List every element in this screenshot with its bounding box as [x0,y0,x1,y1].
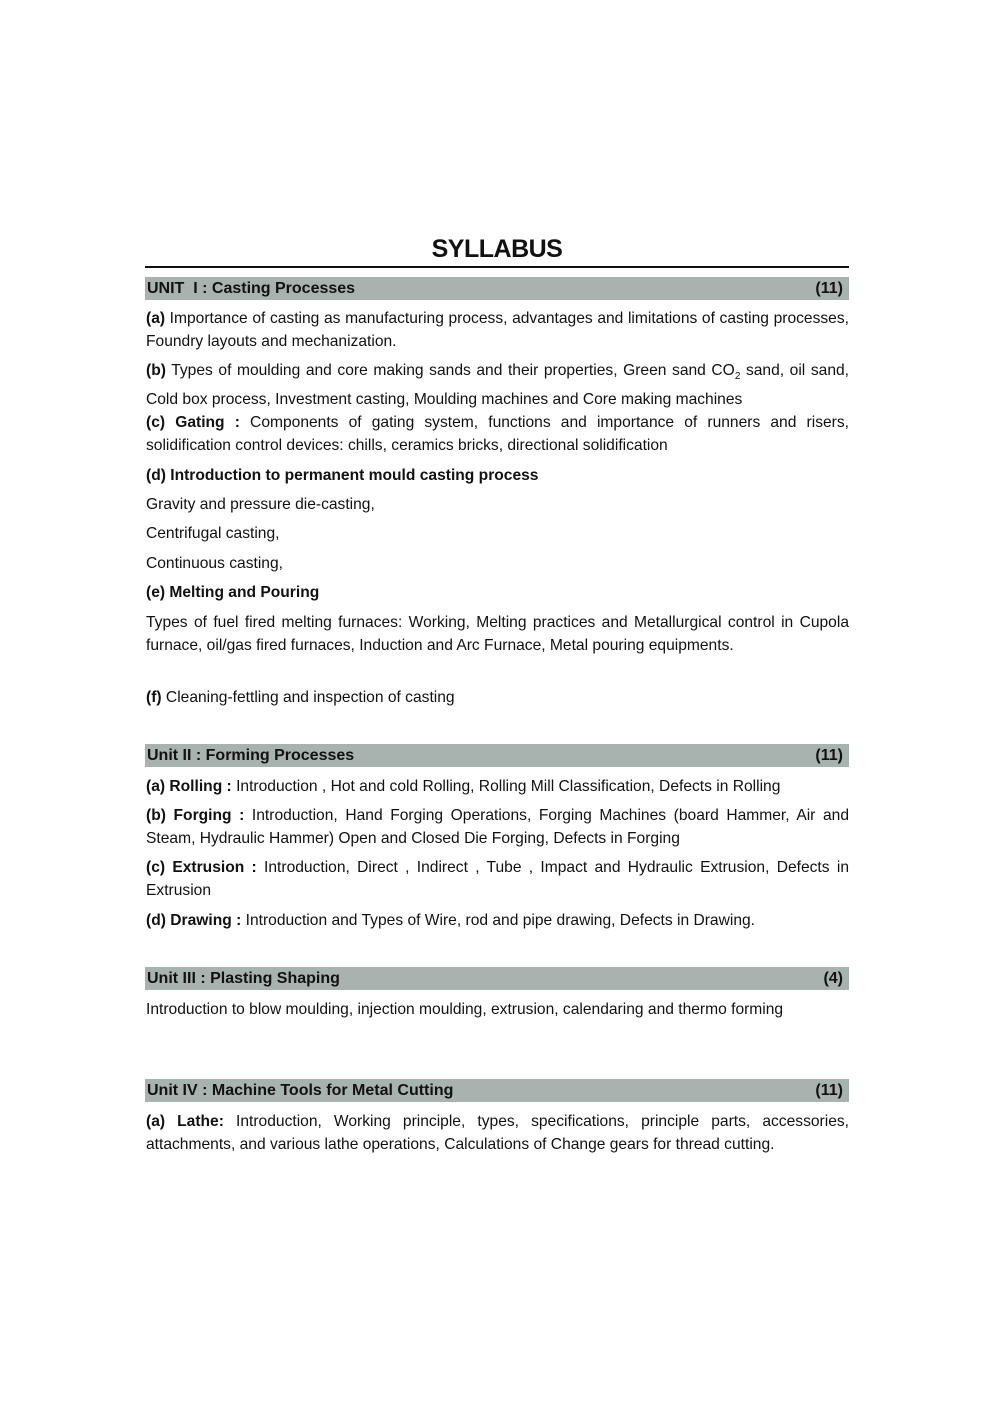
list-item [145,493,849,516]
item-text: Cleaning-fettling and inspection of casting [161,689,455,706]
list-item [145,581,849,604]
item-label: (d) [146,912,166,929]
unit-heading: UNIT I : Casting Processes [147,280,356,297]
item-text: Types of moulding and core making sands and their properties, Green sand CO [165,362,735,379]
item-title: Forging : [165,807,245,824]
list-item [145,1110,849,1156]
item-title: Melting and Pouring [165,584,320,601]
item-text: Importance of casting as manufacturing process, advantages and limitations of casting processes, Foundry layouts and mechanization. [146,310,849,350]
item-title: Drawing : [165,912,242,929]
item-subscript: 2 [734,371,741,383]
item-text: Gravity and pressure die-casting, [146,496,375,513]
list-item [145,686,849,709]
item-label: (b) [146,362,166,379]
item-label: (c) [146,859,166,876]
item-title: Introduction to permanent mould casting process [165,467,539,484]
item-label: (a) [146,1113,166,1130]
unit-4-header [145,1079,849,1102]
unit-hours: (4) [823,970,843,987]
item-text: Types of fuel fired melting furnaces: Working, Melting practices and Metallurgical control in Cupola furnace, oil/gas fired furnaces, Induction and Arc Furnace, Metal pouring equipments. [146,614,849,654]
list-item [145,909,849,932]
item-text: Components of gating system, functions and importance of runners and risers, solidification control devices: chills, ceramics bricks, directional solidification [146,414,849,454]
item-label: (f) [146,689,162,706]
item-label: (a) [146,310,166,327]
list-item [145,804,849,850]
item-text-cont: sand, oil sand, Cold box process, Investment casting, Moulding machines and Core making machines [146,362,849,409]
unit-2-header [145,744,849,767]
unit-hours: (11) [815,1082,843,1099]
list-item [145,359,849,411]
list-item [145,775,849,798]
unit-heading: Unit II : Forming Processes [147,747,355,764]
unit-heading: Unit IV : Machine Tools for Metal Cutting [147,1082,454,1099]
item-text: Centrifugal casting, [146,525,280,542]
item-text: Introduction, Direct , Indirect , Tube , Impact and Hydraulic Extrusion, Defects in Extrusion [146,859,849,899]
list-item [145,552,849,575]
item-label: (b) [146,807,166,824]
item-label: (e) [146,584,166,601]
item-label: (d) [146,467,166,484]
list-item [145,411,849,457]
page-title: SYLLABUS [145,232,849,268]
unit-hours: (11) [815,280,843,297]
list-item [145,856,849,902]
unit-hours: (11) [815,747,843,764]
unit-1-header [145,277,849,300]
item-title: Extrusion : [165,859,257,876]
item-text: Continuous casting, [146,555,283,572]
item-title: Rolling : [165,778,232,795]
item-label: (c) [146,414,166,431]
item-text: Introduction , Hot and cold Rolling, Rolling Mill Classification, Defects in Rolling [231,778,781,795]
item-title: Gating : [165,414,240,431]
item-text: Introduction to blow moulding, injection moulding, extrusion, calendaring and thermo forming [146,1001,784,1018]
list-item [145,464,849,487]
list-item [145,522,849,545]
list-item [145,998,849,1021]
unit-heading: Unit III : Plasting Shaping [147,970,340,987]
item-text: Introduction, Hand Forging Operations, Forging Machines (board Hammer, Air and Steam, Hydraulic Hammer) Open and Closed Die Forging, Defects in Forging [146,807,849,847]
unit-3-header [145,967,849,990]
item-title: Lathe: [165,1113,224,1130]
list-item [145,307,849,353]
item-text: Introduction, Working principle, types, specifications, principle parts, accessories, attachments, and various lathe operations, Calculations of Change gears for thread cutting. [146,1113,849,1153]
item-label: (a) [146,778,166,795]
list-item [145,611,849,657]
item-text: Introduction and Types of Wire, rod and pipe drawing, Defects in Drawing. [241,912,756,929]
